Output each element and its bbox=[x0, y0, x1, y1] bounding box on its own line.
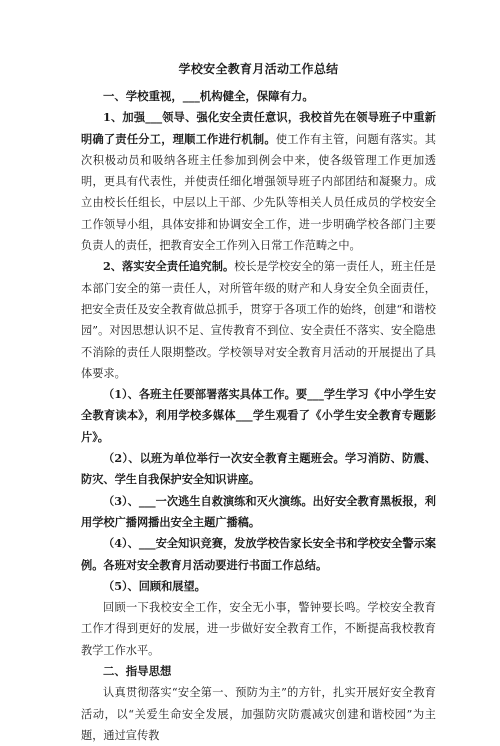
paragraph-2-lead: 2、落实安全责任追究制。 bbox=[103, 259, 235, 274]
section-2-paragraph: 认真贯彻落实“安全第一、预防为主”的方针，扎实开展好安全教育活动，以“关爱生命安全发展，加强防灾防震减灾创建和谐校园”为主题，通过宣传教 bbox=[81, 686, 436, 742]
list-item-2: （2）、以班为单位举行一次安全教育主题班会。学习消防、防震、防灾、学生自我保护安全知识讲座。 bbox=[81, 451, 436, 487]
section-1 bbox=[81, 86, 436, 746]
list-item-3: （3）、___一次逃生自救演练和灭火演练。出好安全教育黑板报，利用学校广播网播出安全主题广播稿。 bbox=[81, 493, 436, 529]
paragraph-2 bbox=[81, 256, 436, 384]
section-2-heading: 二、指导思想 bbox=[103, 664, 172, 679]
review-paragraph: 回顾一下我校安全工作，安全无小事，警钟要长鸣。学校安全教育工作才得到更好的发展，进一步做好安全教育工作，不断提高我校教育教学工作水平。 bbox=[81, 601, 436, 657]
list-item-4: （4）、___安全知识竞赛，发放学校告家长安全书和学校安全警示案例。各班对安全教育月活动要进行书面工作总结。 bbox=[81, 536, 436, 572]
document-title: 学校安全教育月活动工作总结 bbox=[178, 62, 339, 76]
section-1-heading: 一、学校重视，___机构健全，保障有力。 bbox=[103, 89, 314, 103]
paragraph-1-body: 使工作有主管，问题有落实。其次积极动员和吸纳各班主任参加到例会中来，使各级管理工作更加透明，更具有代表性，并使责任细化增强领导班子内部团结和凝聚力。成立由校长任组长，中层以上干部、少先队等相关人员任成员的学校安全工作领导小组，具体安排和协调安全工作，进一步明确学校各部门主要负责人的责任，把教育安全工作列入日常工作范畴之中。 bbox=[81, 132, 436, 253]
paragraph-2-body: 校长是学校安全的第一责任人，班主任是本部门安全的第一责任人，对所管年级的财产和人身安全负全面责任，把安全责任及安全教育做总抓手，贯穿于各项工作的始终，创建“和谐校园”。对因思想认识不足、宣传教育不到位、安全责任不落实、安全隐患不消除的责任人限期整改。学校领导对安全教育月活动的开展提出了具体要求。 bbox=[81, 260, 436, 380]
list-item-5: （5）、回顾和展望。 bbox=[103, 578, 206, 593]
paragraph-1-lead: 1、加强___领导、强化安全责任意识，我校首先在领导班子中重新明确了责任分工，理顺工作进行机制。 bbox=[81, 110, 436, 146]
list-item-1: （1）、各班主任要部署落实具体工作。要___学生学习《中小学生安全教育读本》，利用学校多媒体___学生观看了《小学生安全教育专题影片》。 bbox=[81, 387, 436, 444]
paragraph-1 bbox=[81, 107, 436, 256]
